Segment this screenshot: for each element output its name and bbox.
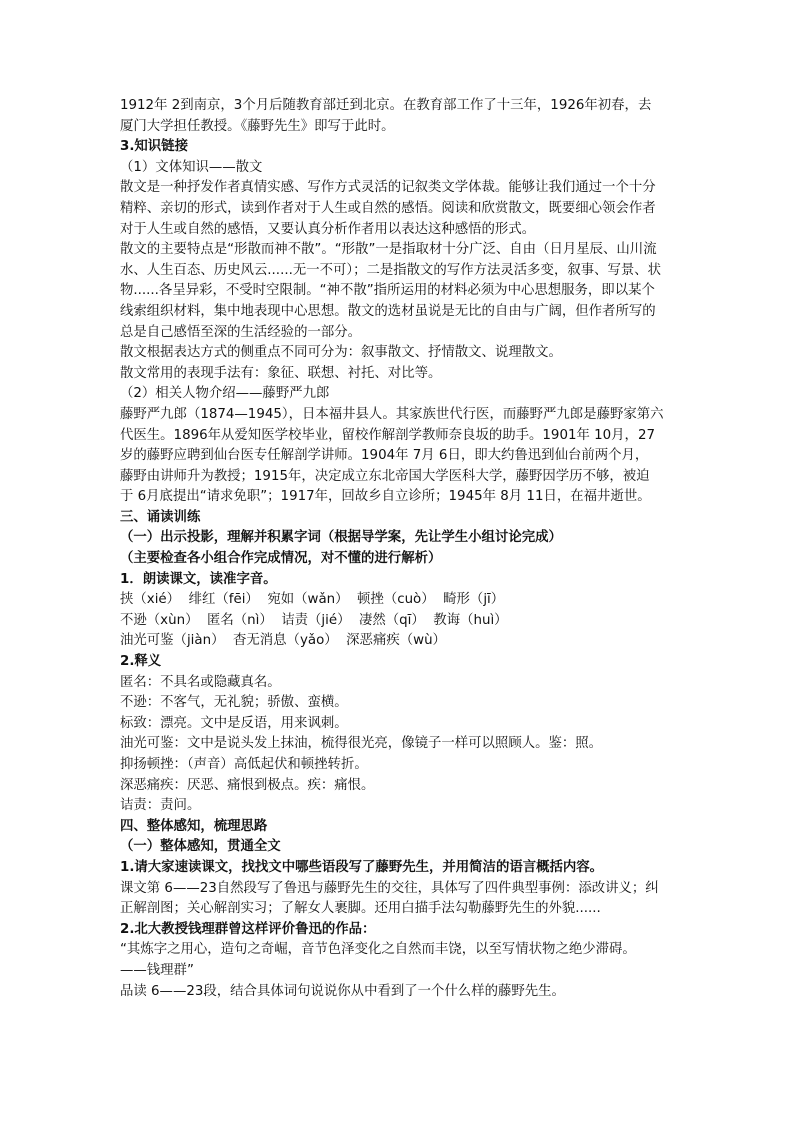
prose-line: 散文是一种抒发作者真情实感、写作方式灵活的记叙类文学体裁。能够让我们通过一个十分 (120, 180, 656, 196)
quote-line: ——钱理群” (120, 962, 194, 978)
reading-subheading-2: （主要检查各小组合作完成情况，对不懂的进行解析） (120, 551, 442, 567)
quote-line: “其炼字之用心，造句之奇崛，音节色泽变化之自然而丰饶，以至写情状物之绝少滞碍。 (120, 942, 636, 958)
prose-line: 水、人生百态、历史风云......无一不可）；二是指散文的写作方法灵活多变，叙事、写景、状 (120, 262, 662, 278)
overall-heading: 四、整体感知，梳理思路 (120, 818, 268, 834)
answer-line: 正解剖图；关心解剖实习；了解女人裹脚。还用白描手法勾勒藤野先生的外貌...... (120, 901, 601, 917)
definition-line: 抑扬顿挫：（声音）高低起伏和顿挫转折。 (120, 757, 368, 772)
reading-subheading-1: （一）出示投影，理解并积累字词（根据导学案，先让学生小组讨论完成） (120, 530, 562, 546)
intro-line-1: 1912年 2到南京，3个月后随教育部迁到北京。在教育部工作了十三年，1926年初春，去 (120, 98, 652, 113)
prose-line: 散文根据表达方式的侧重点不同可分为：叙事散文、抒情散文、说理散文。 (120, 345, 562, 361)
prose-line: 散文常用的表现手法有：象征、联想、衬托、对比等。 (120, 365, 442, 381)
person-line: 藤野由讲师升为教授；1915年，决定成立东北帝国大学医科大学，藤野因学历不够，被迫 (120, 468, 650, 484)
prose-line: 对于人生或自然的感悟，又要认真分析作者用以表达这种感悟的形式。 (120, 221, 536, 237)
definition-line: 诘责：责问。 (120, 798, 201, 814)
definitions-heading: 2.释义 (120, 654, 162, 670)
prose-line: 总是自己感悟至深的生活经验的一部分。 (120, 324, 362, 340)
question-2: 2.北大教授钱理群曾这样评价鲁迅的作品： (120, 921, 376, 937)
definition-line: 标致：漂亮。文中是反语，用来讽刺。 (120, 715, 348, 731)
question-1: 1.请大家速读课文，找找文中哪些语段写了藤野先生，并用简洁的语言概括内容。 (120, 859, 604, 875)
pinyin-line: 挟（xié） 绯红（fēi） 宛如（wǎn） 顿挫（cuò） 畸形（jī） (120, 592, 505, 608)
prose-line: 精粹、亲切的形式，读到作者对于人生或自然的感悟。阅读和欣赏散文，既要细心领会作者 (120, 200, 656, 216)
person-line: 于 6月底提出“请求免职”；1917年，回故乡自立诊所；1945年 8月 11日，在福井逝世。 (120, 489, 651, 505)
prose-line: 物......各呈异彩，不受时空限制。“神不散”指所运用的材料必须为中心思想服务，即以某个 (120, 283, 655, 299)
prose-line: 线索组织材料，集中地表现中心思想。散文的选材虽说是无比的自由与广阔，但作者所写的 (120, 303, 656, 319)
person-line: 代医生。1896年从爱知医学校毕业，留校作解剖学教师奈良坂的助手。1901年 10月，27 (120, 427, 655, 443)
answer-line: 课文第 6——23自然段写了鲁迅与藤野先生的交往，具体写了四件典型事例：添改讲义；纠 (120, 880, 659, 896)
person-line: 藤野严九郎（1874—1945），日本福井县人。其家族世代行医，而藤野严九郎是藤野家第六 (120, 406, 664, 422)
task-line: 品读 6——23段，结合具体词句说说你从中看到了一个什么样的藤野先生。 (120, 983, 565, 999)
definition-line: 不逊：不客气，无礼貌；骄傲、蛮横。 (120, 695, 348, 711)
genre-subheading: （1）文体知识——散文 (120, 159, 263, 175)
overall-subheading: （一）整体感知，贯通全文 (120, 839, 281, 855)
definition-line: 深恶痛疾：厌恶、痛恨到极点。疾：痛恨。 (120, 777, 375, 793)
intro-line-2: 厦门大学担任教授。《藤野先生》即写于此时。 (120, 118, 395, 134)
person-subheading: （2）相关人物介绍——藤野严九郎 (120, 386, 330, 402)
pinyin-line: 油光可鉴（jiàn） 杳无消息（yǎo） 深恶痛疾（wù） (120, 633, 446, 649)
reading-subheading-3: 1．朗读课文，读准字音。 (120, 571, 277, 587)
prose-line: 散文的主要特点是“形散而神不散”。“形散”一是指取材十分广泛、自由（日月星辰、山川流 (120, 242, 657, 258)
pinyin-line: 不逊（xùn） 匿名（nì） 诘责（jié） 凄然（qī） 教诲（huì） (120, 612, 508, 628)
reading-heading: 三、诵读训练 (120, 509, 201, 525)
definition-line: 油光可鉴：文中是说头发上抹油，梳得很光亮，像镜子一样可以照顾人。鉴：照。 (120, 736, 603, 752)
document-page (120, 96, 680, 1002)
knowledge-heading: 3.知识链接 (120, 139, 188, 155)
person-line: 岁的藤野应聘到仙台医专任解剖学讲师。1904年 7月 6日，即大约鲁迅到仙台前两个月， (120, 448, 649, 464)
definition-line: 匿名：不具名或隐藏真名。 (120, 674, 281, 690)
